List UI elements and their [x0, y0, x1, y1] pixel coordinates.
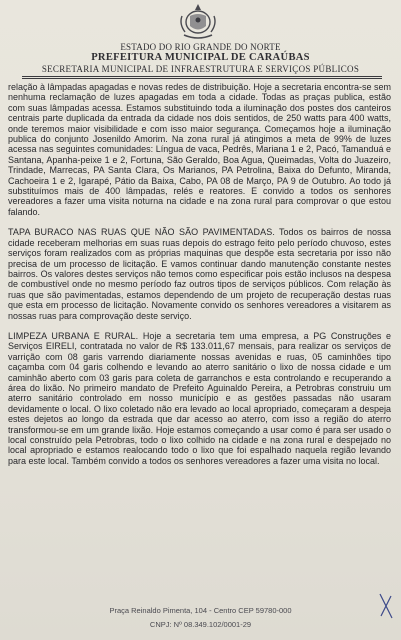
header-divider-top [22, 76, 382, 77]
section-title-road-repair: TAPA BURACO NAS RUAS QUE NÃO SÃO PAVIMENTADAS. [8, 227, 275, 238]
letterhead-state: ESTADO DO RIO GRANDE DO NORTE [120, 42, 281, 52]
header-divider-bottom [22, 78, 382, 79]
section-title-cleaning: LIMPEZA URBANA E RURAL. [8, 330, 139, 341]
section-body-road-repair: Todos os bairros de nossa cidade receberam melhorias em suas ruas depois do estrago feito pelo período chuvoso, estes serviços foram realizados com as próprias maquinas que despõe esta secretaria por isso não precisa de um processo de licitação. E vamos continuar dando manutenção constante nestes bairros. Os valores destes serviços não temos como especificar pois estão inclusos na despesa de combustível onde no mesmo período faz outros tipos de serviços públicos. Com relação às ruas que são pavimentadas, estamos dependendo de um projeto de recuperação destas ruas que esta em processo de licitação. Novamente convido os senhores vereadores a visitarem as nossas ruas para comprovação deste serviço. [8, 227, 391, 321]
footer-cnpj: CNPJ: Nº 08.349.102/0001-29 [149, 620, 252, 629]
document-body [8, 82, 391, 476]
paragraph-cleaning [8, 331, 391, 466]
letterhead-prefeitura: PREFEITURA MUNICIPAL DE CARAÚBAS [91, 52, 310, 63]
footer-address: Praça Reinaldo Pimenta, 104 - Centro CEP 59780-000 [109, 606, 292, 615]
section-body-cleaning: Hoje a secretaria tem uma empresa, a PG Construções e Serviços EIRELI, contratada no valor de R$ 133.011,67 mensais, para realizar os serviços de varrição com 08 garis varrendo diariamente nossas avenidas e ruas, 05 caminhões tipo caçamba com 04 garis colhendo e levando ao aterro sanitário o lixo de nossa cidade e um caminhão aberto com 03 garis para coleta de garranchos e esta controlando e recuperando a área do lixão. No primeiro mandato de Prefeito Aguinaldo Pereira, a Petrobras construiu um aterro sanitário controlado em nosso município e as gestões passadas não usaram devidamente o local. O lixo coletado não era levado ao local apropriado, começaram a despeja estes dejetos ao longo da estrada que dar acesso ao aterro, com isso a região do aterro transformou-se em um grande lixão. Hoje estamos começando a usar como é para ser usado o local construído pela Petrobras, todo o lixo colhido na cidade e na zona rural e despejado no local apropriado e estamos realocando todo o lixo que foi espalhado naquela região levando para este local. Também convido a todos os senhores vereadores a fazer uma visita no local. [8, 330, 391, 466]
paragraph-lighting: relação à lâmpadas apagadas e novas redes de distribuição. Hoje a secretaria encontra-se sem nenhuma reclamação de luzes apagadas em toda a cidade. Todas as praças publica, estão com suas lâmpadas acessa. Estamos substituindo toda a iluminação dos postes dos canteiros centrais parte duplicada da entrada da cidade nos dois sentidos, de 250 watts para 400 watts, onde teremos maior visibilidade e com isso maior segurança. Começamos hoje a iluminação publica do conjunto Josenildo Amorim. Na zona rural já atingimos a meta de 99% de luzes acessa nas seguintes comunidades: Língua de vaca, Pedrês, Mariana 1 e 2, Pacó, Tamanduá e Santana, Apanha-peixe 1 e 2, Fortuna, São Geraldo, Boa Agua, Queimadas, Volta do Juazeiro, Trindade, Marrecas, PA Santa Clara, Os Marianos, PA Petrolina, Baixa do Defunto, Miranda, Cachoeira 1 e 2, Igarapé, Pátio da Baixa, Cabo, PA 08 de Março, PA 9 de Outubro. Ao todo já substituímos mais de 400 lâmpadas, relés e reatores. E convido a todos os senhores vereadores a fazer uma visita noturna na cidade e na zona rural para comprovar o que estou falando. [8, 82, 391, 217]
handwritten-mark-icon [377, 590, 395, 622]
coat-of-arms-icon [176, 2, 220, 42]
letterhead-secretaria: SECRETARIA MUNICIPAL DE INFRAESTRUTURA E SERVIÇOS PÚBLICOS [41, 64, 360, 74]
paragraph-road-repair [8, 227, 391, 321]
